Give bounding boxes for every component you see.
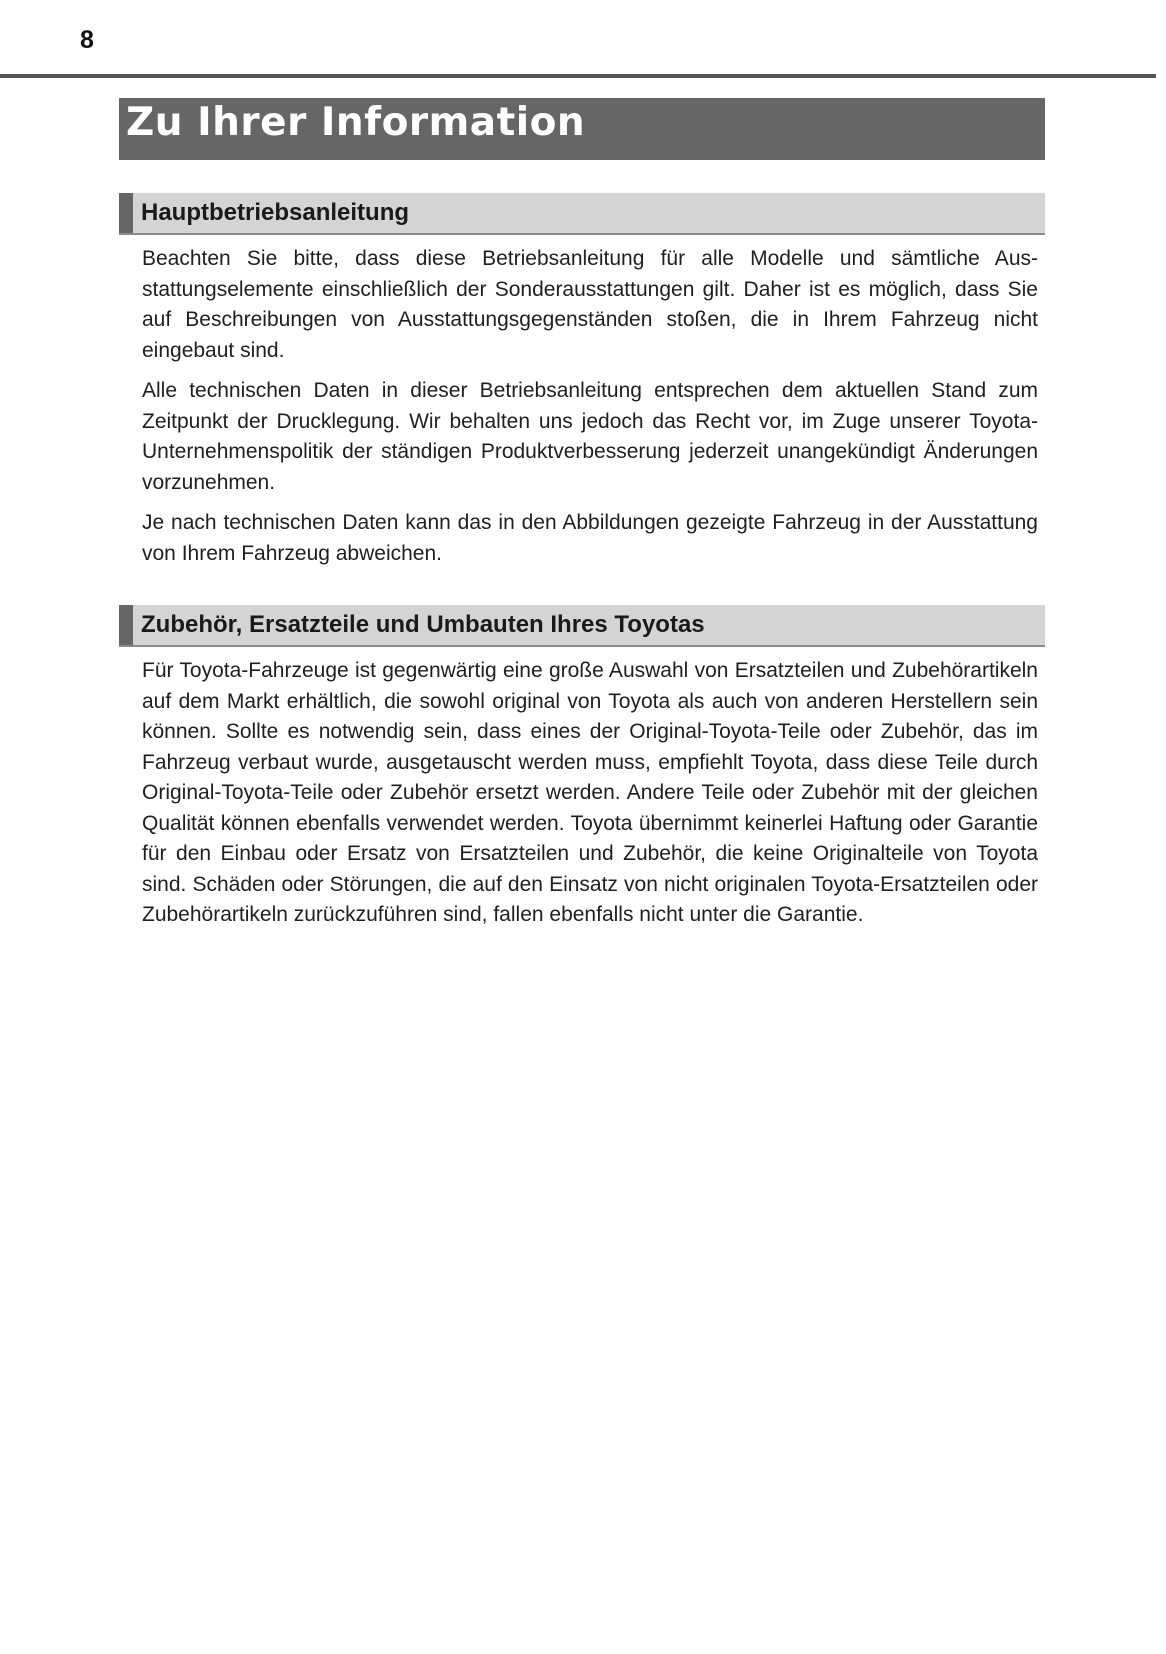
paragraph: Für Toyota-Fahrzeuge ist gegenwärtig eine große Auswahl von Ersatzteilen und Zubehörartikeln auf dem Markt erhältlich, die sowohl original von Toyota als auch von anderen Herstellern sein können. Sollte es notwendig sein, dass eines der Original-Toyota-Teile oder Zubehör, das im Fahrzeug verbaut wurde, ausgetauscht werden muss, empfiehlt Toyota, dass diese Teile durch Original-Toyota-Teile oder Zubehör ersetzt werden. Andere Teile oder Zubehör mit der gleichen Qualität können ebenfalls verwendet werden. Toyota übernimmt keinerlei Haftung oder Garantie für den Einbau oder Ersatz von Ersatzteilen und Zubehör, die keine Originalteile von Toyota sind. Schäden oder Störungen, die auf den Einsatz von nicht originalen Toyota-Ersatzteilen oder Zubehörartikeln zurückzuführen sind, fallen ebenfalls nicht unter die Garantie. bbox=[142, 659, 1038, 926]
section-heading-text: Hauptbetriebsanleitung bbox=[141, 199, 410, 226]
paragraph: Beachten Sie bitte, dass diese Betriebsanleitung für alle Modelle und sämtliche Ausstattungselemente einschließlich der Sonderausstattungen gilt. Daher ist es möglich, dass Sie auf Beschreibungen von Ausstattungsgegenständen stoßen, die in Ihrem Fahrzeug nicht eingebaut sind. bbox=[142, 247, 1038, 362]
section-heading-text: Zubehör, Ersatzteile und Umbauten Ihres Toyotas bbox=[141, 611, 705, 638]
chapter-title-bar bbox=[119, 98, 1045, 160]
section-heading-zubehoer bbox=[119, 605, 1045, 647]
page-title: Zu Ihrer Information bbox=[126, 100, 586, 145]
section-body-hauptbetriebsanleitung bbox=[142, 244, 1038, 579]
page-number: 8 bbox=[80, 26, 94, 54]
section-body-zubehoer bbox=[142, 656, 1038, 941]
section-marker bbox=[119, 193, 133, 233]
header-rule bbox=[0, 74, 1156, 78]
paragraph: Alle technischen Daten in dieser Betriebsanleitung entsprechen dem aktuellen Stand zum Zeitpunkt der Drucklegung. Wir behalten uns jedoch das Recht vor, im Zuge unserer Toyota-Unternehmenspolitik der ständigen Produktverbesserung jederzeit unangekündigt Änderungen vorzunehmen. bbox=[142, 379, 1038, 494]
section-heading-hauptbetriebsanleitung bbox=[119, 193, 1045, 235]
paragraph: Je nach technischen Daten kann das in den Abbildungen gezeigte Fahrzeug in der Ausstattung von Ihrem Fahrzeug abweichen. bbox=[142, 511, 1038, 565]
section-marker bbox=[119, 605, 133, 645]
